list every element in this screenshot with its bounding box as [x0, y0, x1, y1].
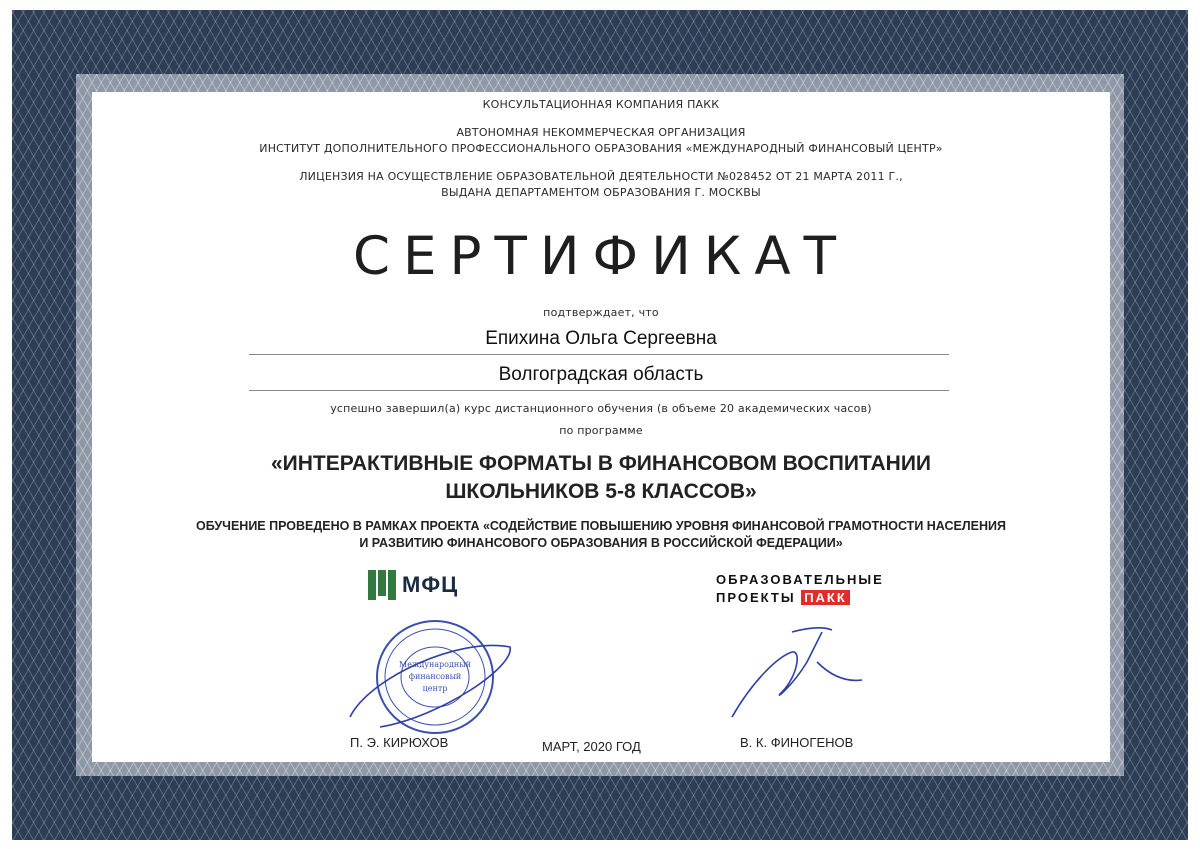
signature-right: [722, 622, 872, 722]
signer-right-name: В. К. ФИНОГЕНОВ: [740, 735, 854, 750]
org-name: ИНСТИТУТ ДОПОЛНИТЕЛЬНОГО ПРОФЕССИОНАЛЬНОГО ОБРАЗОВАНИЯ «МЕЖДУНАРОДНЫЙ ФИНАНСОВЫЙ ЦЕНТР»: [259, 142, 943, 155]
mfc-logo: [368, 570, 458, 600]
recipient-name: Епихина Ольга Сергеевна: [485, 328, 717, 349]
svg-text:финансовый: финансовый: [408, 672, 462, 681]
pakk-logo-brand: ПАКК: [801, 590, 850, 605]
mfc-logo-icon: [368, 570, 396, 600]
certificate-paper: [92, 92, 1110, 762]
recipient-region: Волгоградская область: [498, 364, 704, 385]
official-stamp: [340, 617, 520, 737]
svg-text:Международный: Международный: [399, 660, 471, 669]
project-line-2: И РАЗВИТИЮ ФИНАНСОВОГО ОБРАЗОВАНИЯ В РОССИЙСКОЙ ФЕДЕРАЦИИ»: [359, 536, 843, 550]
license-line-1: ЛИЦЕНЗИЯ НА ОСУЩЕСТВЛЕНИЕ ОБРАЗОВАТЕЛЬНОЙ ДЕЯТЕЛЬНОСТИ №028452 ОТ 21 МАРТА 2011 Г.,: [299, 170, 903, 183]
name-underline: [249, 354, 949, 355]
program-title-line-1: «ИНТЕРАКТИВНЫЕ ФОРМАТЫ В ФИНАНСОВОМ ВОСПИТАНИИ: [270, 452, 932, 475]
program-title-line-2: ШКОЛЬНИКОВ 5-8 КЛАССОВ»: [445, 480, 757, 503]
org-type: АВТОНОМНАЯ НЕКОММЕРЧЕСКАЯ ОРГАНИЗАЦИЯ: [456, 126, 746, 139]
svg-text:центр: центр: [422, 684, 448, 693]
confirms-text: подтверждает, что: [543, 306, 659, 319]
completion-text: успешно завершил(а) курс дистанционного обучения (в объеме 20 академических часов): [330, 402, 872, 415]
signer-left-name: П. Э. КИРЮХОВ: [350, 735, 449, 750]
pakk-logo-line-1: ОБРАЗОВАТЕЛЬНЫЕ: [716, 572, 884, 587]
license-line-2: ВЫДАНА ДЕПАРТАМЕНТОМ ОБРАЗОВАНИЯ Г. МОСКВЫ: [441, 186, 761, 199]
company-name: КОНСУЛЬТАЦИОННАЯ КОМПАНИЯ ПАКК: [482, 98, 720, 111]
certificate-title: СЕРТИФИКАТ: [352, 226, 849, 287]
project-line-1: ОБУЧЕНИЕ ПРОВЕДЕНО В РАМКАХ ПРОЕКТА «СОДЕЙСТВИЕ ПОВЫШЕНИЮ УРОВНЯ ФИНАНСОВОЙ ГРАМОТНОСТИ НАСЕЛЕНИЯ: [196, 519, 1006, 533]
by-program-text: по программе: [559, 424, 643, 437]
pakk-logo-line-2: ПРОЕКТЫ: [716, 590, 796, 605]
pakk-logo: [716, 571, 884, 607]
mfc-logo-text: МФЦ: [402, 572, 459, 597]
issue-date: МАРТ, 2020 ГОД: [542, 739, 641, 754]
region-underline: [249, 390, 949, 391]
